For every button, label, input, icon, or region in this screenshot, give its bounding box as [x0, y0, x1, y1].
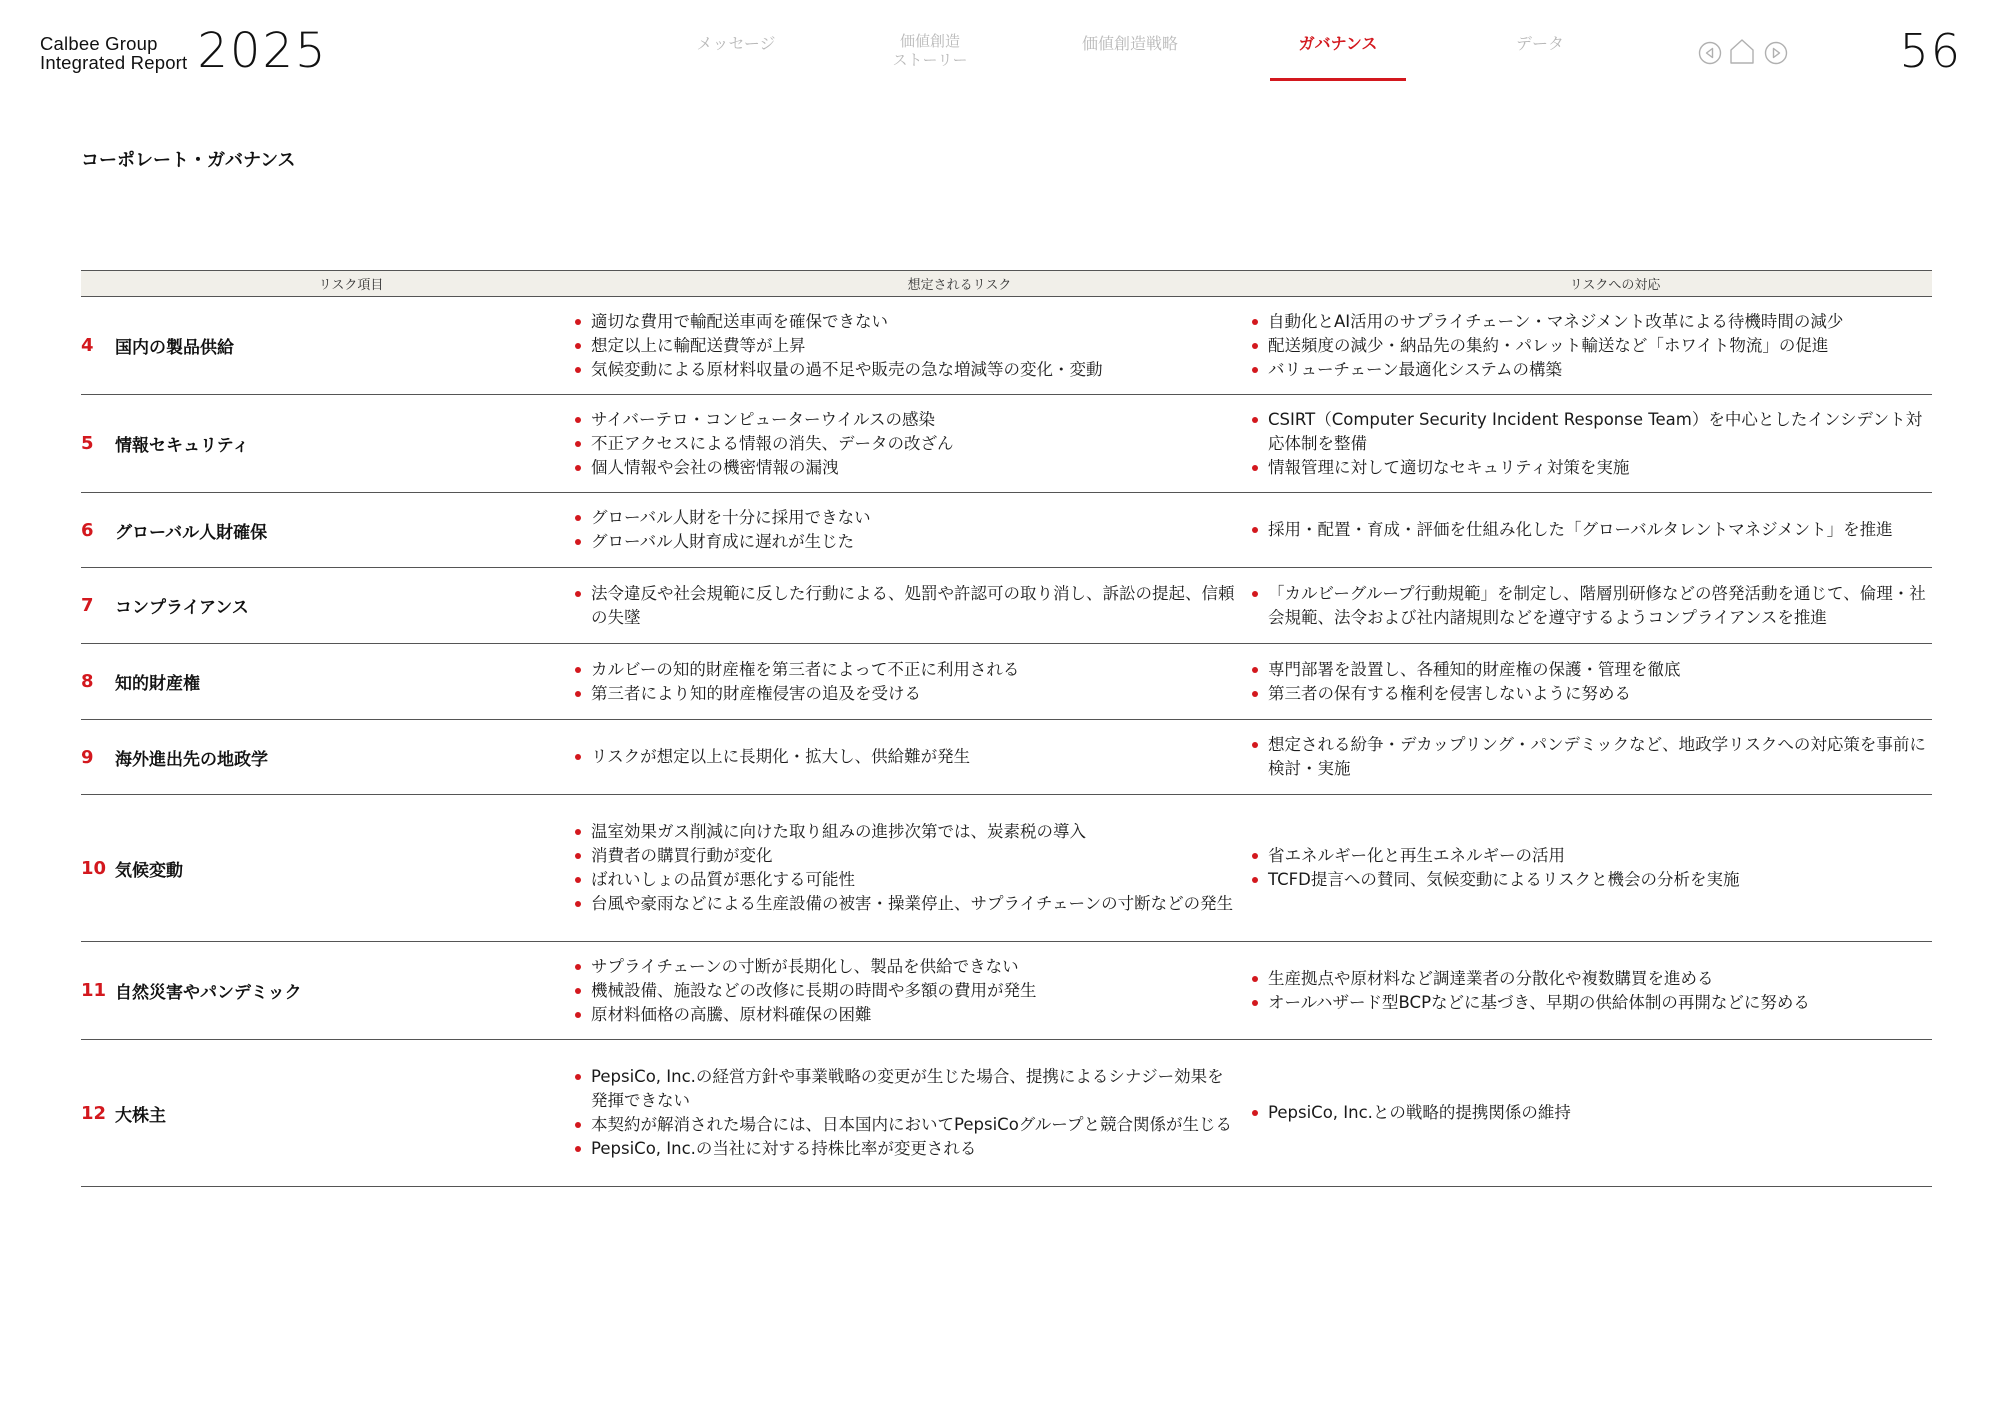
bullet-item: 適切な費用で輸配送車両を確保できない — [574, 310, 1237, 334]
brand-year: 2025 — [197, 23, 328, 79]
bullet-item: 台風や豪雨などによる生産設備の被害・操業停止、サプライチェーンの寸断などの発生 — [574, 892, 1237, 916]
risk-response-cell-list — [1251, 408, 1932, 480]
bullet-item: 第三者により知的財産権侵害の追及を受ける — [574, 682, 1237, 706]
risk-item-label: 海外進出先の地政学 — [115, 749, 268, 770]
brand-line-1: Calbee Group — [40, 33, 158, 54]
table-row — [81, 644, 1932, 720]
bullet-item: 気候変動による原材料収量の過不足や販売の急な増減等の変化・変動 — [574, 358, 1237, 382]
bullet-item: 第三者の保有する権利を侵害しないように努める — [1251, 682, 1932, 706]
table-row — [81, 795, 1932, 942]
bullet-item: 法令違反や社会規範に反した行動による、処罰や許認可の取り消し、訴訟の提起、信頼の失墜 — [574, 582, 1237, 630]
bullet-item: 専門部署を設置し、各種知的財産権の保護・管理を徹底 — [1251, 658, 1932, 682]
risk-number: 10 — [81, 857, 107, 879]
bullet-item: リスクが想定以上に長期化・拡大し、供給難が発生 — [574, 745, 1237, 769]
risk-item-label: 情報セキュリティ — [115, 436, 250, 456]
page-header — [0, 0, 2000, 90]
bullet-item: 想定される紛争・デカップリング・パンデミックなど、地政学リスクへの対応策を事前に検討・実施 — [1251, 733, 1932, 781]
expected-risk-cell-list — [574, 506, 1237, 554]
risk-response-cell — [1251, 408, 1932, 480]
table-row — [81, 942, 1932, 1040]
risk-number: 7 — [81, 595, 94, 616]
expected-risk-cell-list — [574, 955, 1237, 1027]
risk-item-label: 知的財産権 — [115, 674, 200, 694]
expected-risk-cell-list — [574, 408, 1237, 480]
table-row — [81, 297, 1932, 395]
bullet-item: グローバル人財育成に遅れが生じた — [574, 530, 1237, 554]
previous-page-icon[interactable] — [1698, 41, 1722, 65]
tab-value-creation-story-line1: 価値創造 — [899, 32, 960, 50]
expected-risk-cell — [574, 745, 1251, 769]
risk-item-cell — [81, 333, 574, 358]
risk-number: 9 — [81, 746, 94, 768]
risk-response-cell-list — [1251, 1101, 1932, 1125]
bullet-item: サプライチェーンの寸断が長期化し、製品を供給できない — [574, 955, 1237, 979]
brand-line-2: Integrated Report — [40, 52, 188, 73]
expected-risk-cell-list — [574, 1065, 1237, 1161]
bullet-item: TCFD提言への賛同、気候変動によるリスクと機会の分析を実施 — [1251, 868, 1932, 892]
risk-number: 12 — [81, 1102, 107, 1124]
risk-number: 11 — [81, 980, 107, 1001]
table-body — [81, 297, 1932, 1187]
tab-message[interactable]: メッセージ — [696, 34, 776, 53]
tab-value-creation-strategy[interactable]: 価値創造戦略 — [1081, 34, 1178, 53]
table-row — [81, 568, 1932, 644]
risk-response-cell — [1251, 844, 1932, 892]
bullet-item: 本契約が解消された場合には、日本国内においてPepsiCoグループと競合関係が生じる — [574, 1113, 1237, 1137]
expected-risk-cell — [574, 506, 1251, 554]
bullet-item: 採用・配置・育成・評価を仕組み化した「グローバルタレントマネジメント」を推進 — [1251, 518, 1932, 542]
column-header-risk-item: リスク項目 — [318, 278, 384, 293]
page-number: 56 — [1899, 24, 1962, 78]
bullet-item: 不正アクセスによる情報の消失、データの改ざん — [574, 432, 1237, 456]
expected-risk-cell-list — [574, 658, 1237, 706]
tab-data[interactable]: データ — [1515, 34, 1564, 53]
home-icon[interactable] — [1729, 38, 1755, 65]
expected-risk-cell-list — [574, 310, 1237, 382]
expected-risk-cell — [574, 1065, 1251, 1161]
risk-response-cell-list — [1251, 582, 1932, 630]
risk-item-label: 大株主 — [115, 1105, 166, 1126]
risk-item-cell — [81, 669, 574, 694]
table-row — [81, 720, 1932, 795]
tab-value-creation-story[interactable] — [880, 32, 980, 70]
risk-response-cell — [1251, 518, 1932, 542]
bullet-item: 生産拠点や原材料など調達業者の分散化や複数購買を進める — [1251, 967, 1932, 991]
bullet-item: 情報管理に対して適切なセキュリティ対策を実施 — [1251, 456, 1932, 480]
tab-value-creation-story-line2: ストーリー — [892, 51, 968, 69]
risk-number: 8 — [81, 671, 94, 692]
bullet-item: PepsiCo, Inc.の経営方針や事業戦略の変更が生じた場合、提携によるシナジー効果を発揮できない — [574, 1065, 1237, 1113]
risk-item-cell — [81, 593, 574, 618]
risk-response-cell-list — [1251, 310, 1932, 382]
expected-risk-cell — [574, 658, 1251, 706]
bullet-item: オールハザード型BCPなどに基づき、早期の供給体制の再開などに努める — [1251, 991, 1932, 1015]
risk-item-label: 国内の製品供給 — [115, 338, 234, 358]
risk-number: 5 — [81, 433, 94, 454]
bullet-item: 省エネルギー化と再生エネルギーの活用 — [1251, 844, 1932, 868]
risk-table — [81, 270, 1932, 1187]
bullet-item: 原材料価格の高騰、原材料確保の困難 — [574, 1003, 1237, 1027]
expected-risk-cell — [574, 955, 1251, 1027]
bullet-item: 消費者の購買行動が変化 — [574, 844, 1237, 868]
risk-response-cell-list — [1251, 967, 1932, 1015]
column-header-response: リスクへの対応 — [1569, 278, 1661, 293]
risk-item-label: 気候変動 — [115, 860, 183, 881]
expected-risk-cell-list — [574, 582, 1237, 630]
risk-item-cell — [81, 745, 574, 770]
brand-name — [40, 34, 187, 72]
bullet-item: 配送頻度の減少・納品先の集約・パレット輸送など「ホワイト物流」の促進 — [1251, 334, 1932, 358]
table-row — [81, 493, 1932, 568]
bullet-item: PepsiCo, Inc.の当社に対する持株比率が変更される — [574, 1137, 1237, 1161]
bullet-item: バリューチェーン最適化システムの構築 — [1251, 358, 1932, 382]
bullet-item: サイバーテロ・コンピューターウイルスの感染 — [574, 408, 1237, 432]
risk-response-cell — [1251, 582, 1932, 630]
tab-governance[interactable]: ガバナンス — [1298, 34, 1378, 53]
expected-risk-cell — [574, 408, 1251, 480]
bullet-item: ばれいしょの品質が悪化する可能性 — [574, 868, 1237, 892]
expected-risk-cell-list — [574, 820, 1237, 916]
bullet-item: 機械設備、施設などの改修に長期の時間や多額の費用が発生 — [574, 979, 1237, 1003]
active-tab-indicator — [1270, 78, 1406, 81]
bullet-item: CSIRT（Computer Security Incident Response Team）を中心としたインシデント対応体制を整備 — [1251, 408, 1932, 456]
risk-response-cell — [1251, 733, 1932, 781]
next-page-icon[interactable] — [1764, 41, 1788, 65]
bullet-item: カルビーの知的財産権を第三者によって不正に利用される — [574, 658, 1237, 682]
risk-item-label: コンプライアンス — [115, 598, 249, 618]
column-header-expected-risk: 想定されるリスク — [907, 278, 1012, 293]
bullet-item: 温室効果ガス削減に向けた取り組みの進捗次第では、炭素税の導入 — [574, 820, 1237, 844]
bullet-item: 「カルビーグループ行動規範」を制定し、階層別研修などの啓発活動を通じて、倫理・社会規範、法令および社内諸規則などを遵守するようコンプライアンスを推進 — [1251, 582, 1932, 630]
risk-item-label: 自然災害やパンデミック — [115, 983, 302, 1003]
bullet-item: 自動化とAI活用のサプライチェーン・マネジメント改革による待機時間の減少 — [1251, 310, 1932, 334]
brand-logo[interactable] — [40, 23, 328, 79]
risk-response-cell — [1251, 658, 1932, 706]
risk-response-cell — [1251, 967, 1932, 1015]
risk-item-cell — [81, 978, 574, 1003]
expected-risk-cell — [574, 310, 1251, 382]
risk-item-label: グローバル人財確保 — [115, 522, 268, 543]
risk-item-cell — [81, 431, 574, 456]
risk-response-cell — [1251, 310, 1932, 382]
risk-response-cell-list — [1251, 844, 1932, 892]
risk-item-cell — [81, 1101, 574, 1126]
risk-response-cell — [1251, 1101, 1932, 1125]
risk-response-cell-list — [1251, 658, 1932, 706]
expected-risk-cell-list — [574, 745, 1237, 769]
bullet-item: 想定以上に輸配送費等が上昇 — [574, 334, 1237, 358]
expected-risk-cell — [574, 820, 1251, 916]
table-row — [81, 1040, 1932, 1187]
section-title: コーポレート・ガバナンス — [81, 150, 296, 171]
bullet-item: PepsiCo, Inc.との戦略的提携関係の維持 — [1251, 1101, 1932, 1125]
expected-risk-cell — [574, 582, 1251, 630]
risk-response-cell-list — [1251, 518, 1932, 542]
bullet-item: グローバル人財を十分に採用できない — [574, 506, 1237, 530]
risk-item-cell — [81, 518, 574, 543]
risk-number: 4 — [81, 335, 94, 356]
risk-number: 6 — [81, 519, 94, 541]
risk-response-cell-list — [1251, 733, 1932, 781]
table-header-row — [81, 270, 1932, 297]
table-row — [81, 395, 1932, 493]
bullet-item: 個人情報や会社の機密情報の漏洩 — [574, 456, 1237, 480]
risk-item-cell — [81, 856, 574, 881]
